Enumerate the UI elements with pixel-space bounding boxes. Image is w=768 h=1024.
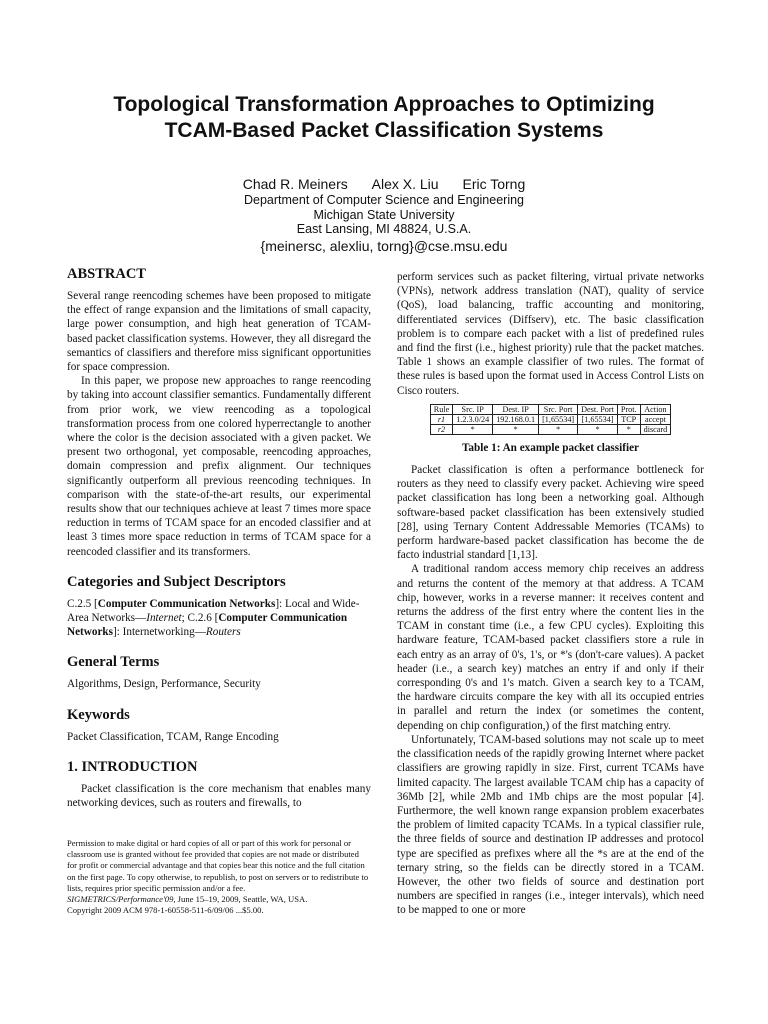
copyright-line: Copyright 2009 ACM 978-1-60558-511-6/09/06 ...$5.00. (67, 905, 264, 916)
author-3: Eric Torng (462, 176, 526, 192)
keywords-heading: Keywords (67, 706, 130, 723)
keywords-section (67, 707, 371, 744)
introduction-paragraph-1: Packet classification is the core mechanism that enables many networking devices, such as routers and firewalls, to (67, 782, 371, 810)
categories-text: C.2.5 [Computer Communication Networks]: Local and Wide-Area Networks—Internet; C.2.6 [Computer Communication Networks]: Internetworking—Routers (67, 597, 360, 639)
example-classifier-table (430, 404, 672, 435)
abstract-heading: ABSTRACT (67, 266, 146, 282)
introduction-heading: 1. INTRODUCTION (67, 758, 198, 775)
author-1: Chad R. Meiners (242, 176, 348, 192)
table-cell: accept (640, 414, 671, 424)
paragraph-tcam-chip: A traditional random access memory chip receives an address and returns the content of the memory at that address. A TCAM chip, however, works in a reverse manner: it receives content and returns the address of the first entry where the content lies in the TCAM in constant time (i.e., a few CPU cycles). Exploiting this hardware feature, TCAM-based packet classifiers store a rule in each entry as an array of 0's, 1's, or *'s (don't-care values). A packet header (i.e., a search key) matches an entry if and only if their corresponding 0's and 1's match. Given a search key to a TCAM, the hardware circuits compare the key with all its occupied entries in parallel and return the index (or sometimes the content, depending on chip configuration,) of the first matching entry. (397, 563, 704, 732)
table-cell: [1,65534] (539, 414, 578, 424)
table-cell: r1 (430, 414, 452, 424)
affiliation-line-3: East Lansing, MI 48824, U.S.A. (296, 222, 472, 236)
venue-line: SIGMETRICS/Performance'09, June 15–19, 2009, Seattle, WA, USA. (67, 894, 308, 905)
left-column (67, 266, 371, 810)
table-header-cell: Prot. (617, 404, 640, 414)
table-cell: * (493, 424, 539, 434)
abstract-paragraph-1: Several range reencoding schemes have been proposed to mitigate the effect of range expansion and the limitations of small capacity, large power consumption, and high heat generation of TCAM-based packet classification systems. However, they all disregard the semantics of classifiers and therefore miss significant opportunities for space compression. (67, 290, 371, 374)
abstract-paragraph-2: In this paper, we propose new approaches to range reencoding by taking into account classifier semantics. Fundamentally different from prior work, we view reencoding as a topological transformation process from one colored hyperrectangle to another where the color is the decision associated with a given packet. We present two orthogonal, yet composable, reencoding approaches, domain compression and prefix alignment. Our techniques significantly outperform all previous reencoding techniques. In comparison with the state-of-the-art results, our experimental results show that our techniques achieve at least 7 times more space reduction in terms of TCAM space for an encoded classifier and at least 3 times more space reduction in terms of TCAM space for a reencoded classifier and its transformers. (67, 375, 371, 558)
table-cell: * (453, 424, 493, 434)
author-2: Alex X. Liu (371, 176, 439, 192)
table-header-cell: Rule (430, 404, 452, 414)
paragraph-tcam-limitations: Unfortunately, TCAM-based solutions may not scale up to meet the classification needs of the rapidly growing Internet where packet classifiers are growing rapidly in size. First, current TCAMs have limited capacity. The largest available TCAM chip has a capacity of 36Mb [2], while 2Mb and 1Mb chips are the most popular [4]. Furthermore, the well known range expansion problem exacerbates the problem of limited capacity TCAMs. In a typical classifier rule, the three fields of source and destination IP addresses and protocol type are specified as prefixes where all the *s are at the end of the ternary string, so the fields can be directly stored in a TCAM. However, the other two fields of source and destination port numbers are specified in ranges (i.e., integer intervals), which need to be mapped to one or more (397, 733, 704, 917)
table-row (430, 414, 671, 424)
author-block (40, 176, 728, 255)
general-terms-section (67, 654, 371, 691)
table-cell: 192.168.0.1 (493, 414, 539, 424)
table-cell: * (617, 424, 640, 434)
paper-title (40, 92, 728, 144)
categories-heading: Categories and Subject Descriptors (67, 573, 286, 590)
table-cell: [1,65534] (578, 414, 618, 424)
introduction-section (67, 759, 371, 810)
categories-section (67, 574, 371, 640)
table-header-cell: Src. Port (539, 404, 578, 414)
paragraph-classification-bottleneck: Packet classification is often a performance bottleneck for routers as they need to classify every packet. Achieving wire speed packet classification has long been a networking goal. Although software-based packet classification has been extensively studied [28], using Ternary Content Addressable Memories (TCAMs) to perform hardware-based packet classification has become the de facto industrial standard [1,13]. (397, 464, 704, 562)
table-cell: * (539, 424, 578, 434)
table-header-cell: Dest. Port (578, 404, 618, 414)
table-cell: TCP (617, 414, 640, 424)
author-names (40, 176, 728, 193)
general-terms-text: Algorithms, Design, Performance, Security (67, 678, 261, 691)
table-header-cell: Src. IP (453, 404, 493, 414)
table-cell: r2 (430, 424, 452, 434)
intro-continued-paragraph: perform services such as packet filtering, virtual private networks (VPNs), network address translation (NAT), quality of service (QoS), load balancing, traffic accounting and monitoring, differentiated services (Diffserv), etc. The basic classification problem is to compare each packet with a list of predefined rules and find the first (i.e., highest priority) rule that the packet matches. Table 1 shows an example classifier of two rules. The format of these rules is based upon the format used in Access Control Lists on Cisco routers. (397, 271, 704, 397)
general-terms-heading: General Terms (67, 654, 160, 671)
title-line-2: TCAM-Based Packet Classification Systems (164, 119, 604, 142)
table-cell: 1.2.3.0/24 (453, 414, 493, 424)
table-cell: * (578, 424, 618, 434)
table-header-cell: Action (640, 404, 671, 414)
permission-notice (67, 838, 371, 916)
table-header-cell: Dest. IP (493, 404, 539, 414)
keywords-text: Packet Classification, TCAM, Range Encoding (67, 730, 279, 743)
table-cell: discard (640, 424, 671, 434)
author-emails: {meinersc, alexliu, torng}@cse.msu.edu (260, 237, 508, 254)
affiliation-line-1: Department of Computer Science and Engineering (243, 193, 525, 207)
right-column (397, 270, 704, 918)
title-line-1: Topological Transformation Approaches to Optimizing (113, 93, 655, 116)
table-header-row (430, 404, 671, 414)
affiliation-line-2: Michigan State University (313, 207, 455, 222)
table-row (430, 424, 671, 434)
permission-text: Permission to make digital or hard copies of all or part of this work for personal or classroom use is granted without fee provided that copies are not made or distributed for profit or commercial advantage and that copies bear this notice and the full citation on the first page. To copy otherwise, to republish, to post on servers or to redistribute to lists, requires prior specific permission and/or a fee. (67, 838, 369, 893)
table-caption: Table 1: An example packet classifier (461, 441, 640, 454)
